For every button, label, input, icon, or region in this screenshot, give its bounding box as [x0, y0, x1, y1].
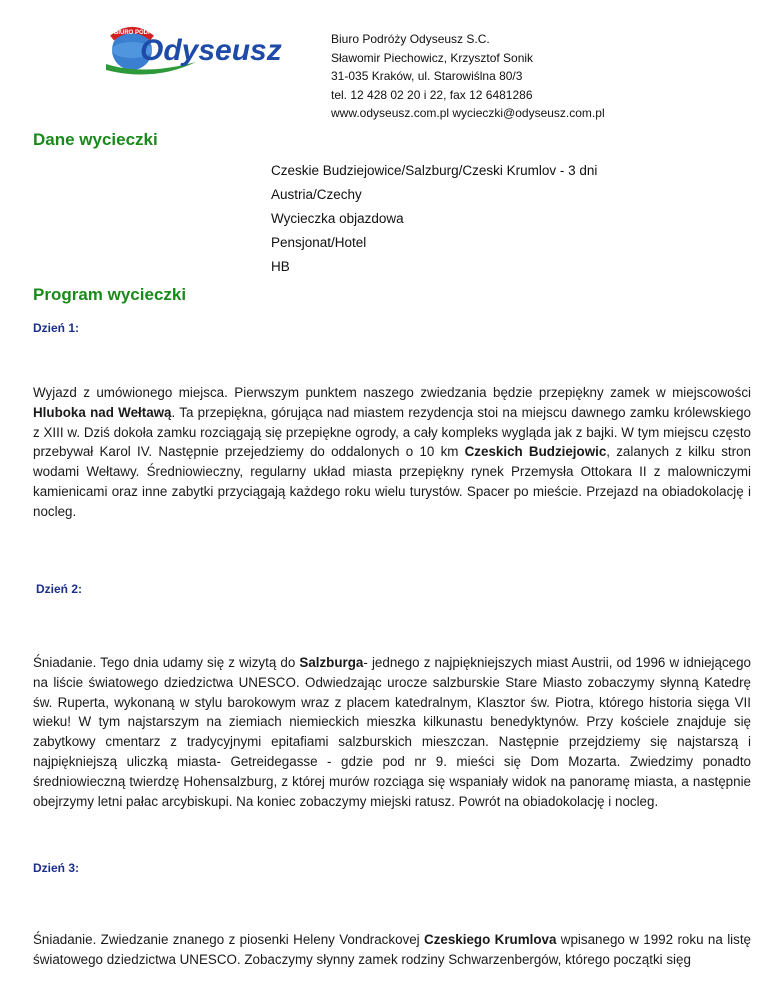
logo-arc-text: BIURO PODRÓŻY	[114, 30, 165, 36]
day-label: Dzień 3:	[33, 861, 80, 875]
bold-place: Czeskiego Krumlova	[424, 932, 557, 947]
text-run: Śniadanie. Zwiedzanie znanego z piosenki Heleny Vondrackovej	[33, 932, 425, 947]
agency-line: www.odyseusz.com.pl wycieczki@odyseusz.com.pl	[331, 106, 605, 121]
day-description	[33, 930, 751, 970]
text-run: . Ta przepiękna, górująca nad miastem rezydencja stoi na miejscu dawnego zamku królewskiego z XIII w. Dziś dokoła zamku rozciągają się przepiękne ogrody, a cały kompleks wygląda jak z bajki. W tym miejscu często przebywał Karol IV. Następnie przejedziemy do oddalonych o 10 km	[33, 404, 751, 460]
details-heading: Dane wycieczki	[33, 130, 158, 149]
agency-line: Sławomir Piechowicz, Krzysztof Sonik	[331, 50, 534, 65]
day-label: Dzień 1:	[33, 321, 80, 335]
text-run: Wyjazd z umówionego miejsca. Pierwszym punktem naszego zwiedzania będzie przepiękny zamek w miejscowości	[33, 385, 751, 400]
agency-info	[331, 30, 605, 123]
detail-value: Wycieczka objazdowa	[271, 211, 404, 226]
day-description	[33, 653, 751, 811]
agency-line: 31-035 Kraków, ul. Starowiślna 80/3	[331, 69, 523, 84]
text-run: wpisanego w 1992 roku na listę światowego dziedzictwa UNESCO. Zobaczymy słynny zamek rodziny Schwarzenbergów, którego początki sięg	[33, 932, 752, 967]
day-label: Dzień 2:	[36, 582, 83, 596]
text-run: , zalanych z kilku stron wodami Wełtawy. Średniowieczny, regularny układ miasta przepiękny rynek Przemysła Ottokara II z malowniczymi kamienicami oraz inne zabytki przyciągają każdego roku wielu turystów. Spacer po mieście. Przejazd na obiadokolację i nocleg.	[33, 444, 751, 519]
agency-line: tel. 12 428 02 20 i 22, fax 12 6481286	[331, 87, 533, 102]
text-run: - jednego z najpiękniejszych miast Austrii, od 1996 w idniejącego na liście światowego dziedzictwa UNESCO. Odwiedzając urocze salzburskie Stare Miasto zobaczymy słynną Katedrę św. Ruperta, wykonaną w stylu barokowym wraz z placem katedralnym, Klasztor św. Piotra, którego historia sięga VII wieku! W tym najstarszym na ziemiach niemieckich mieszka kilkunastu benedyktynów. Przy kościele znajduje się zabytkowy cmentarz z tradycyjnymi epitafiami salzburskich mieszczan. Następnie przejdziemy się najstarszą i najpiękniejszą uliczką miasta- Getreidegasse - gdzie pod nr 9. mieści się Dom Mozarta. Zwiedzimy ponadto średniowieczną twierdzę Hohensalzburg, z której murów rozciąga się wspaniały widok na panoramę miasta, a następnie obejrzymy letni pałac arcybiskupi. Na koniec zobaczymy miejski ratusz. Powrót na obiadokolację i nocleg.	[33, 655, 751, 809]
program-heading: Program wycieczki	[33, 285, 187, 304]
detail-value: HB	[271, 259, 290, 274]
odyseusz-logo	[104, 24, 304, 80]
agency-line: Biuro Podróży Odyseusz S.C.	[331, 32, 490, 46]
detail-value: Czeskie Budziejowice/Salzburg/Czeski Krumlov - 3 dni	[271, 163, 598, 178]
bold-place: Hluboka nad Wełtawą	[33, 404, 172, 420]
day-description	[33, 383, 751, 522]
logo-brand: Odyseusz	[140, 34, 282, 67]
detail-value: Pensjonat/Hotel	[271, 235, 367, 250]
bold-place: Czeskich Budziejowic	[464, 444, 607, 460]
bold-place: Salzburga	[299, 655, 364, 670]
detail-value: Austria/Czechy	[271, 187, 362, 202]
text-run: Śniadanie. Tego dnia udamy się z wizytą do	[33, 655, 300, 670]
